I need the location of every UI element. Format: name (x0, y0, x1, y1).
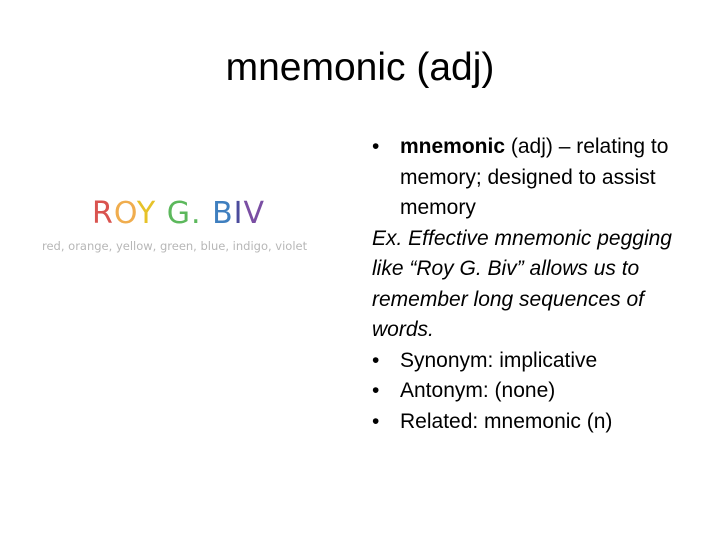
antonym-text: Antonym: (none) (400, 379, 556, 402)
roy-g-biv-logo (40, 196, 320, 256)
bullet-icon: • (372, 379, 380, 402)
definition-term: mnemonic (400, 135, 506, 158)
synonym-bullet (372, 346, 702, 377)
logo-letter: G (166, 196, 191, 231)
antonym-bullet (372, 376, 702, 407)
bullet-icon: • (372, 135, 380, 158)
logo-subtitle: red, orange, yellow, green, blue, indigo, violet (42, 239, 308, 253)
slide-body (372, 132, 702, 437)
logo-letter: O (113, 196, 137, 231)
bullet-icon: • (372, 348, 380, 372)
example-text: Ex. Effective mnemonic pegging like “Roy G. Biv” allows us to remember long sequences of words. (372, 226, 672, 341)
definition-bullet (372, 132, 702, 224)
logo-letter: . (190, 196, 202, 231)
related-text: Related: mnemonic (n) (400, 409, 613, 433)
logo-letter: Y (136, 196, 157, 231)
logo-letter (202, 196, 213, 231)
logo-letter: R (92, 196, 114, 231)
logo-wordmark (92, 196, 265, 232)
logo-letter: B (212, 196, 234, 231)
slide-title: mnemonic (adj) (225, 46, 495, 89)
logo-letter (156, 196, 167, 231)
definition-text: (adj) – relating to memory; designed to assist memory (400, 135, 669, 219)
logo-letter: I (233, 196, 244, 231)
related-bullet (372, 407, 702, 438)
synonym-text: Synonym: implicative (400, 348, 598, 372)
bullet-icon: • (372, 409, 380, 433)
logo-letter: V (243, 196, 266, 231)
